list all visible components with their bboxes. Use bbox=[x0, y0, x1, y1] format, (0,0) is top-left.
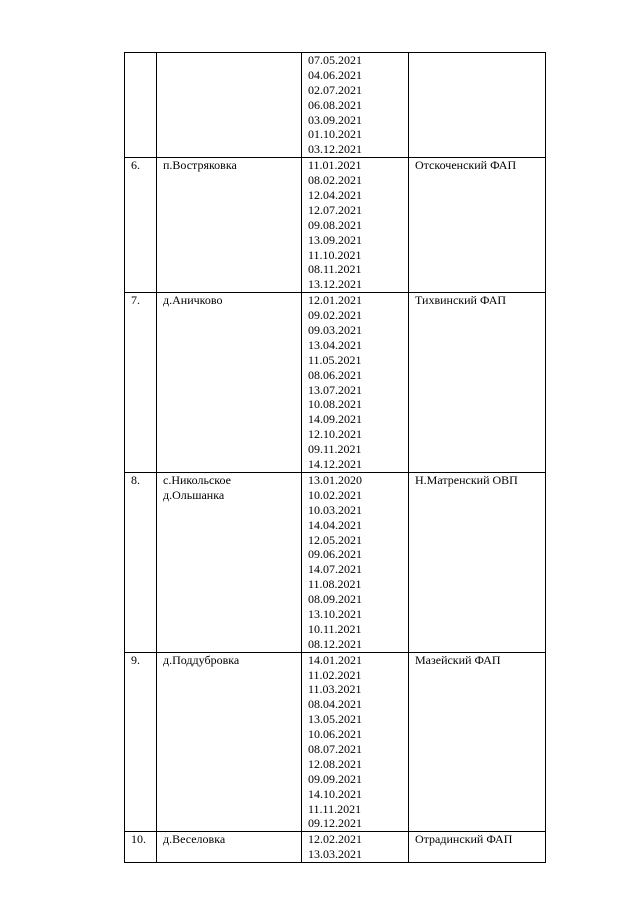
visit-date: 13.01.2020 bbox=[308, 472, 362, 487]
settlement-cell bbox=[157, 158, 302, 293]
visit-date: 02.07.2021 bbox=[308, 82, 362, 97]
settlement-cell bbox=[157, 472, 302, 652]
visit-date: 11.01.2021 bbox=[308, 158, 362, 173]
settlement-name: д.Поддубровка bbox=[163, 652, 240, 667]
medical-unit-cell bbox=[409, 652, 546, 832]
medical-unit-name: Мазейский ФАП bbox=[415, 652, 501, 667]
visit-date: 12.08.2021 bbox=[308, 756, 362, 771]
medical-unit-name: Отрадинский ФАП bbox=[415, 832, 513, 847]
medical-unit-cell bbox=[409, 472, 546, 652]
visit-date: 14.01.2021 bbox=[308, 652, 362, 667]
schedule-table-body bbox=[125, 53, 546, 863]
row-number: 6. bbox=[131, 158, 140, 173]
visit-date: 12.01.2021 bbox=[308, 293, 362, 308]
medical-unit-cell bbox=[409, 158, 546, 293]
row-number: 7. bbox=[131, 293, 140, 308]
visit-date: 10.02.2021 bbox=[308, 487, 362, 502]
visit-date: 08.06.2021 bbox=[308, 367, 362, 382]
medical-unit-cell bbox=[409, 832, 546, 863]
visit-date: 08.04.2021 bbox=[308, 697, 362, 712]
row-number-cell bbox=[125, 158, 157, 293]
visit-date: 03.09.2021 bbox=[308, 112, 362, 127]
visit-date: 11.03.2021 bbox=[308, 682, 362, 697]
visit-date: 10.06.2021 bbox=[308, 727, 362, 742]
visit-date: 11.08.2021 bbox=[308, 577, 362, 592]
medical-unit-name: Отскоченский ФАП bbox=[415, 158, 517, 173]
visit-date: 08.02.2021 bbox=[308, 173, 362, 188]
medical-unit-cell bbox=[409, 53, 546, 158]
visit-date: 12.07.2021 bbox=[308, 202, 362, 217]
dates-cell bbox=[302, 53, 409, 158]
visit-date: 09.08.2021 bbox=[308, 217, 362, 232]
dates-cell bbox=[302, 832, 409, 863]
visit-date: 13.09.2021 bbox=[308, 232, 362, 247]
visit-date: 13.04.2021 bbox=[308, 337, 362, 352]
settlement-cell bbox=[157, 53, 302, 158]
medical-unit-name: Тихвинский ФАП bbox=[415, 293, 507, 308]
medical-unit-cell bbox=[409, 293, 546, 473]
visit-date: 09.09.2021 bbox=[308, 771, 362, 786]
visit-date: 11.05.2021 bbox=[308, 352, 362, 367]
visit-date: 10.03.2021 bbox=[308, 502, 362, 517]
row-number: 9. bbox=[131, 652, 140, 667]
table-row bbox=[125, 158, 546, 293]
visit-date: 13.05.2021 bbox=[308, 712, 362, 727]
visit-date: 10.08.2021 bbox=[308, 397, 362, 412]
dates-cell bbox=[302, 652, 409, 832]
row-number: 10. bbox=[131, 832, 146, 847]
visit-date: 09.06.2021 bbox=[308, 547, 362, 562]
row-number-cell bbox=[125, 293, 157, 473]
settlement-name: д.Веселовка bbox=[163, 832, 226, 847]
visit-date: 06.08.2021 bbox=[308, 97, 362, 112]
visit-date: 13.07.2021 bbox=[308, 382, 362, 397]
visit-date: 03.12.2021 bbox=[308, 142, 362, 157]
visit-date: 13.10.2021 bbox=[308, 606, 362, 621]
visit-date: 09.03.2021 bbox=[308, 323, 362, 338]
visit-date: 14.10.2021 bbox=[308, 786, 362, 801]
medical-unit-name: Н.Матренский ОВП bbox=[415, 472, 518, 487]
visit-date: 11.02.2021 bbox=[308, 667, 362, 682]
visit-date: 14.04.2021 bbox=[308, 517, 362, 532]
visit-date: 09.12.2021 bbox=[308, 816, 362, 831]
visit-date: 12.02.2021 bbox=[308, 832, 362, 847]
visit-date: 13.12.2021 bbox=[308, 277, 362, 292]
row-number: 8. bbox=[131, 472, 140, 487]
table-row bbox=[125, 832, 546, 863]
visit-date: 14.09.2021 bbox=[308, 412, 362, 427]
schedule-table bbox=[124, 52, 546, 863]
settlement-name: п.Востряковка bbox=[163, 158, 237, 173]
settlement-name: д.Аничково bbox=[163, 293, 223, 308]
visit-date: 14.12.2021 bbox=[308, 457, 362, 472]
visit-date: 12.05.2021 bbox=[308, 532, 362, 547]
row-number-cell bbox=[125, 832, 157, 863]
visit-date: 11.11.2021 bbox=[308, 801, 362, 816]
visit-date: 10.11.2021 bbox=[308, 621, 362, 636]
table-row bbox=[125, 472, 546, 652]
visit-date: 12.04.2021 bbox=[308, 188, 362, 203]
table-row bbox=[125, 53, 546, 158]
settlement-cell bbox=[157, 293, 302, 473]
visit-date: 04.06.2021 bbox=[308, 67, 362, 82]
row-number-cell bbox=[125, 53, 157, 158]
visit-date: 08.12.2021 bbox=[308, 636, 362, 651]
table-row bbox=[125, 652, 546, 832]
visit-date: 11.10.2021 bbox=[308, 247, 362, 262]
visit-date: 13.03.2021 bbox=[308, 847, 362, 862]
visit-date: 01.10.2021 bbox=[308, 127, 362, 142]
settlement-name: с.Никольское bbox=[163, 472, 231, 487]
row-number-cell bbox=[125, 472, 157, 652]
visit-date: 14.07.2021 bbox=[308, 562, 362, 577]
visit-date: 08.09.2021 bbox=[308, 592, 362, 607]
visit-date: 07.05.2021 bbox=[308, 53, 362, 67]
dates-cell bbox=[302, 472, 409, 652]
visit-date: 08.07.2021 bbox=[308, 741, 362, 756]
table-row bbox=[125, 293, 546, 473]
visit-date: 09.02.2021 bbox=[308, 308, 362, 323]
visit-date: 12.10.2021 bbox=[308, 427, 362, 442]
visit-date: 09.11.2021 bbox=[308, 442, 362, 457]
visit-date: 08.11.2021 bbox=[308, 262, 362, 277]
dates-cell bbox=[302, 293, 409, 473]
settlement-cell bbox=[157, 832, 302, 863]
settlement-cell bbox=[157, 652, 302, 832]
dates-cell bbox=[302, 158, 409, 293]
settlement-name: д.Ольшанка bbox=[163, 487, 225, 502]
row-number-cell bbox=[125, 652, 157, 832]
